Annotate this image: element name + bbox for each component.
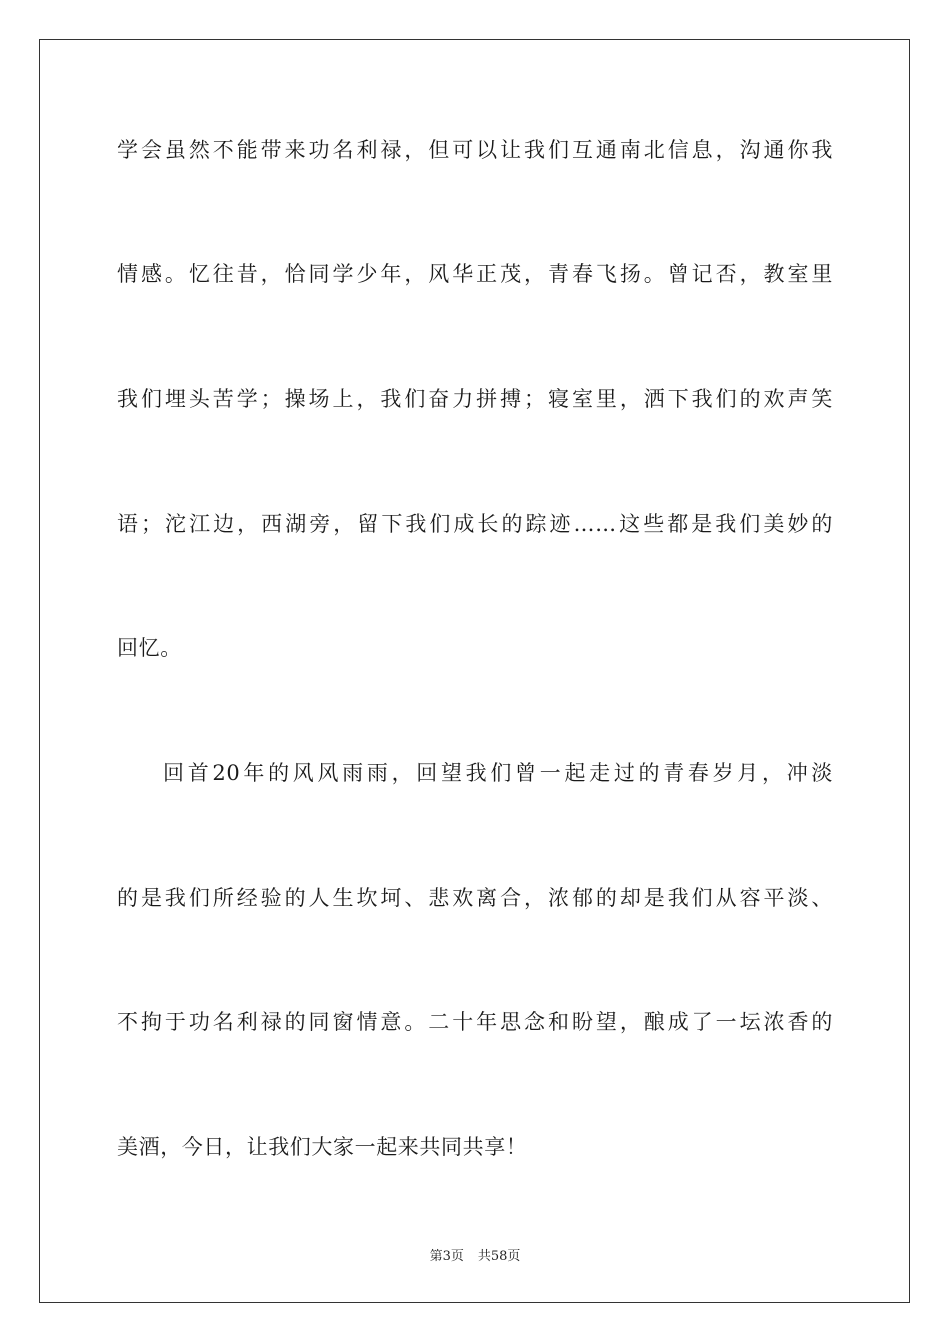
body-line: 我们埋头苦学；操场上，我们奋力拼搏；寝室里，洒下我们的欢声笑 xyxy=(117,387,833,411)
page-number: 第3页 xyxy=(429,1249,464,1264)
page-footer xyxy=(0,1249,950,1265)
page-frame xyxy=(39,39,910,1303)
body-line: 语；沱江边，西湖旁，留下我们成长的踪迹……这些都是我们美妙的 xyxy=(117,512,833,536)
body-line: 不拘于功名利禄的同窗情意。二十年思念和盼望，酿成了一坛浓香的 xyxy=(117,1010,833,1034)
body-line: 美酒，今日，让我们大家一起来共同共享！ xyxy=(117,1135,528,1159)
body-line: 的是我们所经验的人生坎坷、悲欢离合，浓郁的却是我们从容平淡、 xyxy=(117,886,833,910)
body-line: 学会虽然不能带来功名利禄，但可以让我们互通南北信息，沟通你我 xyxy=(117,138,833,162)
total-pages: 共58页 xyxy=(477,1249,521,1264)
body-line: 情感。忆往昔，恰同学少年，风华正茂，青春飞扬。曾记否，教室里 xyxy=(117,262,833,286)
paragraph-first-line: 回首20年的风风雨雨，回望我们曾一起走过的青春岁月，冲淡 xyxy=(163,761,833,785)
body-line: 回忆。 xyxy=(117,636,182,660)
